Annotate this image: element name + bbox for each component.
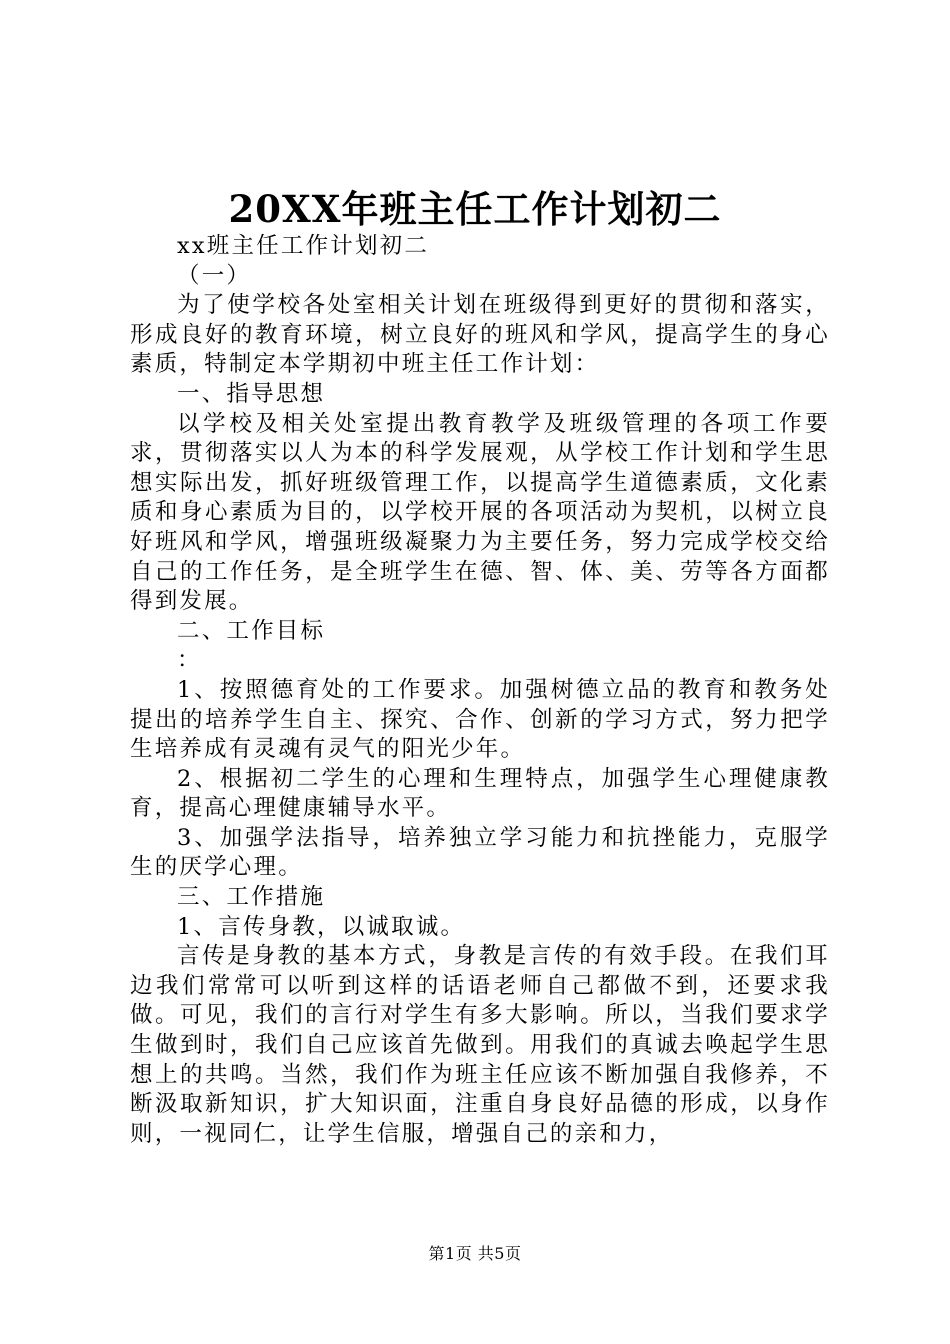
paragraph-guiding-thought: 以学校及相关处室提出教育教学及班级管理的各项工作要求，贯彻落实以人为本的科学发展观，从学校工作计划和学生思想实际出发，抓好班级管理工作，以提高学生道德素质，文化素质和身心素质为目的，以学校开展的各项活动为契机，以树立良好班风和学风，增强班级凝聚力为主要任务，努力完成学校交给自己的工作任务，是全班学生在德、智、体、美、劳等各方面都得到发展。 xyxy=(130,410,830,615)
heading-guiding-thought: 一、指导思想 xyxy=(177,380,326,407)
paragraph-goal-1: 1、按照德育处的工作要求。加强树德立品的教育和教务处提出的培养学生自主、探究、合作、创新的学习方式，努力把学生培养成有灵魂有灵气的阳光少年。 xyxy=(130,676,830,763)
paragraph-subtitle: xx班主任工作计划初二 xyxy=(177,233,430,259)
paragraph-measure-1: 言传是身教的基本方式，身教是言传的有效手段。在我们耳边我们常常可以听到这样的话语老师自己都做不到，还要求我做。可见，我们的言行对学生有多大影响。所以，当我们要求学生做到时，我们自己应该首先做到。用我们的真诚去唤起学生思想上的共鸣。当然，我们作为班主任应该不断加强自我修养，不断汲取新知识，扩大知识面，注重自身良好品德的形成，以身作则，一视同仁，让学生信服，增强自己的亲和力， xyxy=(130,943,830,1147)
paragraph-goal-2: 2、根据初二学生的心理和生理特点，加强学生心理健康教育，提高心理健康辅导水平。 xyxy=(130,765,830,822)
paragraph-goal-3: 3、加强学法指导，培养独立学习能力和抗挫能力，克服学生的厌学心理。 xyxy=(130,824,830,881)
document-title: 20XX年班主任工作计划初二 xyxy=(228,187,722,231)
paragraph-intro: 为了使学校各处室相关计划在班级得到更好的贯彻和落实，形成良好的教育环境，树立良好的班风和学风，提高学生的身心素质，特制定本学期初中班主任工作计划： xyxy=(130,292,830,378)
heading-work-goals: 二、工作目标 xyxy=(177,617,326,644)
page-footer: 第1页 共5页 xyxy=(428,1244,522,1263)
heading-measure-1: 1、言传身教，以诚取诚。 xyxy=(177,913,466,940)
paragraph-colon: ： xyxy=(177,647,202,674)
document-body xyxy=(130,232,830,1149)
paragraph-section-number: （一） xyxy=(177,262,252,289)
heading-work-measures: 三、工作措施 xyxy=(177,884,326,911)
